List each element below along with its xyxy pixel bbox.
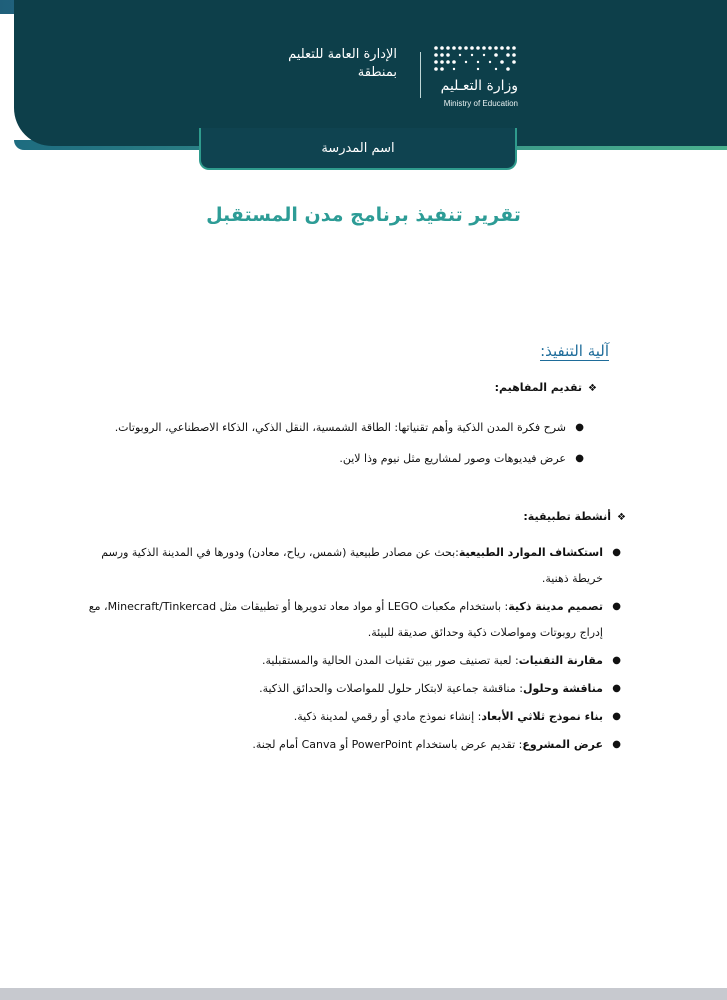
list-item <box>87 648 627 674</box>
page-title: تقرير تنفيذ برنامج مدن المستقبل <box>206 204 521 226</box>
school-name-box <box>199 128 517 170</box>
ministry-name-arabic: وزارة التعـليم <box>440 78 518 94</box>
bullet-icon: ● <box>575 453 584 464</box>
header-banner <box>14 0 727 146</box>
list-item <box>110 412 590 443</box>
activity-label-6: عرض المشروع <box>522 738 603 751</box>
activities-subheading <box>523 510 626 523</box>
list-item <box>87 594 627 646</box>
bullet-icon: ● <box>612 655 621 666</box>
bullet-icon: ● <box>612 711 621 722</box>
activity-text-3: : لعبة تصنيف صور بين تقنيات المدن الحالية والمستقبلية. <box>261 654 519 667</box>
bullet-icon: ● <box>612 683 621 694</box>
page-bottom-edge <box>0 988 727 1000</box>
activity-text-1: :بحث عن مصادر طبيعية (شمس، رياح، معادن) ودورها في المدينة الذكية ورسم خريطة ذهنية. <box>101 546 603 585</box>
activity-text-2: : باستخدام مكعبات LEGO أو مواد معاد تدويرها أو تطبيقات مثل Minecraft/Tinkercad، مع إدراج روبوتات ومواصلات ذكية وحدائق صديقة للبيئة. <box>88 600 603 639</box>
diamond-bullet-icon: ❖ <box>617 512 626 523</box>
ministry-dots-icon <box>430 44 518 78</box>
list-item <box>87 732 627 758</box>
bullet-icon: ● <box>575 422 584 433</box>
concept-text-1: شرح فكرة المدن الذكية وأهم تقنياتها: الطاقة الشمسية، النقل الذكي، الذكاء الاصطناعي، الروبوتات. <box>114 421 566 434</box>
activity-text-5: : إنشاء نموذج مادي أو رقمي لمدينة ذكية. <box>293 710 482 723</box>
diamond-bullet-icon: ❖ <box>588 383 597 394</box>
bullet-icon: ● <box>612 601 621 612</box>
activity-label-4: مناقشة وحلول <box>522 682 603 695</box>
admin-line-2: بمنطقة <box>357 65 397 80</box>
activity-label-1: استكشاف الموارد الطبيعية <box>458 546 603 559</box>
ministry-name-english: Ministry of Education <box>443 99 518 108</box>
list-item <box>87 540 627 592</box>
list-item <box>110 443 590 474</box>
activity-text-4: : مناقشة جماعية لابتكار حلول للمواصلات والحدائق الذكية. <box>259 682 523 695</box>
activity-label-2: تصميم مدينة ذكية <box>508 600 603 613</box>
activity-text-6: : تقديم عرض باستخدام PowerPoint أو Canva أمام لجنة. <box>252 738 523 751</box>
ministry-logo <box>418 44 518 110</box>
concept-text-2: عرض فيديوهات وصور لمشاريع مثل نيوم وذا لاين. <box>339 452 566 465</box>
bullet-icon: ● <box>612 739 621 750</box>
concepts-list <box>110 412 590 474</box>
concepts-subheading <box>495 381 597 394</box>
school-name: اسم المدرسة <box>321 140 395 156</box>
activities-subheading-text: أنشطة تطبيقية: <box>523 510 612 523</box>
activity-label-5: بناء نموذج ثلاثي الأبعاد <box>481 710 603 723</box>
list-item <box>87 676 627 702</box>
admin-line-1: الإدارة العامة للتعليم <box>288 47 397 62</box>
mechanism-heading-text: آلية التنفيذ: <box>540 342 609 360</box>
activity-label-3: مقارنة التقنيات <box>518 654 603 667</box>
concepts-subheading-text: تقديم المفاهيم: <box>494 381 583 394</box>
activities-list <box>87 540 627 760</box>
mechanism-heading <box>540 342 609 360</box>
list-item <box>87 704 627 730</box>
bullet-icon: ● <box>612 547 621 558</box>
education-administration <box>288 46 397 82</box>
